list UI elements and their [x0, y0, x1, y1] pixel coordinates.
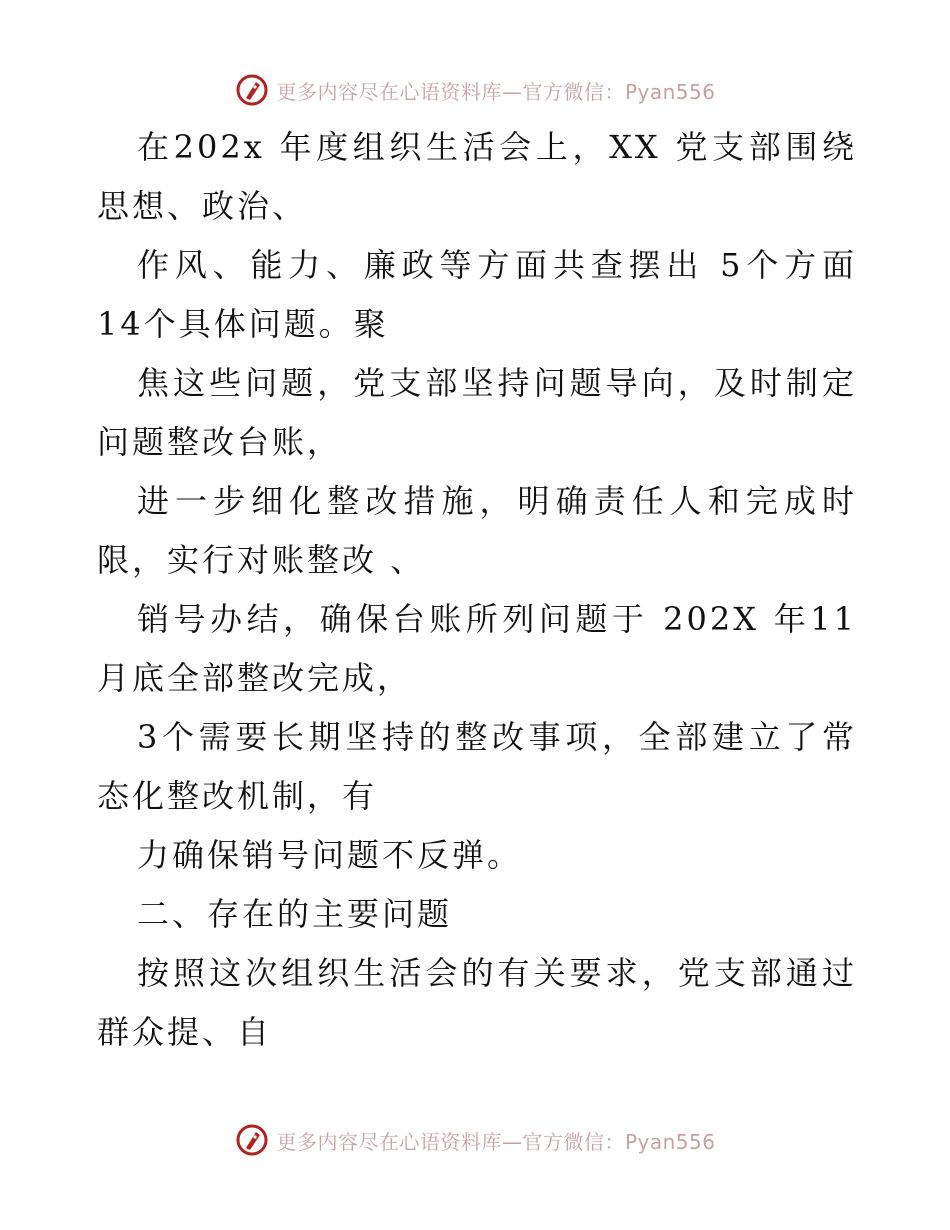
paragraph: 按照这次组织生活会的有关要求，党支部通过群众提、自 — [97, 954, 857, 1051]
paragraph: 3个需要长期坚持的整改事项，全部建立了常态化整改机制，有 — [97, 718, 857, 815]
pen-nib-circle-icon — [234, 72, 270, 108]
watermark-text: 更多内容尽在心语资料库—官方微信：Pyan556 — [276, 79, 716, 104]
paragraph: 进一步细化整改措施，明确责任人和完成时限，实行对账整改 、 — [97, 482, 857, 579]
section-heading: 二、存在的主要问题 — [137, 895, 453, 933]
paragraph: 力确保销号问题不反弹。 — [137, 836, 523, 874]
paragraph: 焦这些问题，党支部坚持问题导向，及时制定问题整改台账， — [97, 364, 857, 461]
document-body — [97, 118, 857, 1062]
watermark-text: 更多内容尽在心语资料库—官方微信：Pyan556 — [276, 1129, 716, 1154]
paragraph: 在202x 年度组织生活会上，XX 党支部围绕思想、政治、 — [97, 128, 857, 225]
header-watermark — [0, 70, 950, 110]
paragraph: 销号办结，确保台账所列问题于 202X 年11 月底全部整改完成， — [97, 600, 857, 697]
footer-watermark — [0, 1120, 950, 1160]
pen-nib-circle-icon — [234, 1122, 270, 1158]
paragraph: 作风、能力、廉政等方面共查摆出 5个方面 14个具体问题。聚 — [97, 246, 857, 343]
